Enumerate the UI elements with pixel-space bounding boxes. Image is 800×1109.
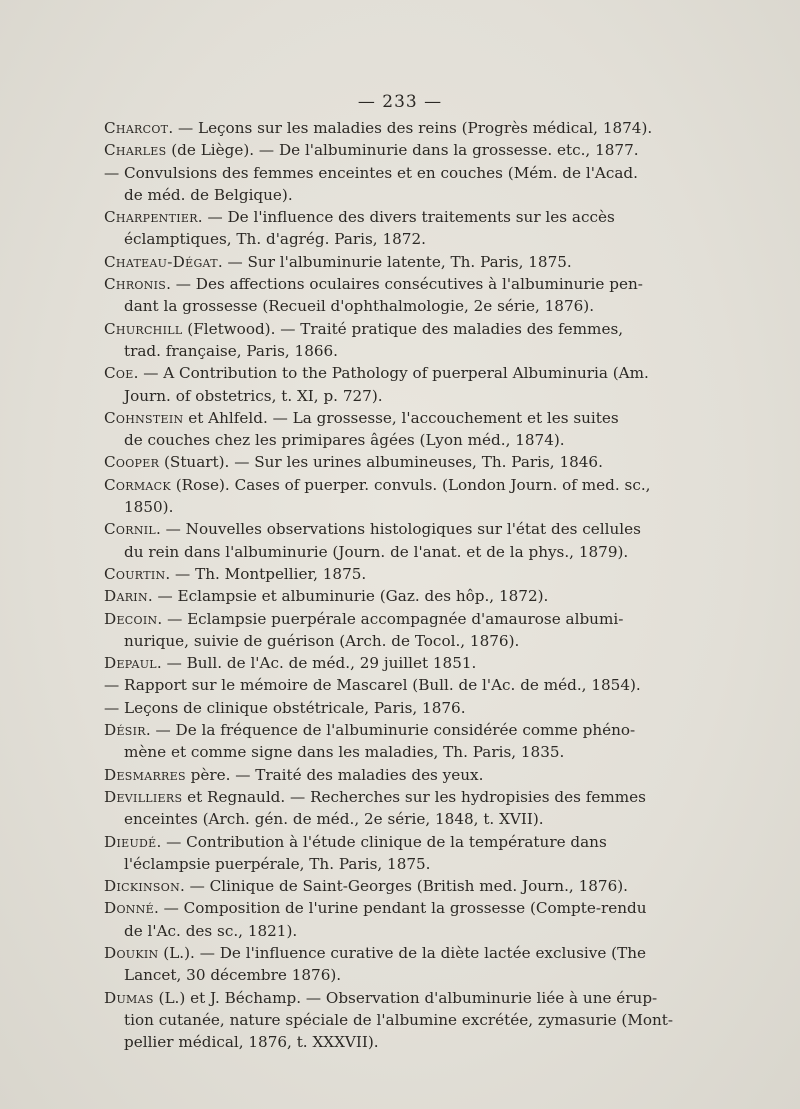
entry-text: . — Bull. de l'Ac. de méd., 29 juillet 1851.: [156, 654, 477, 673]
bibliography-entry: [104, 251, 706, 273]
entry-first-line: [104, 362, 706, 384]
entry-first-line: [104, 875, 706, 897]
entry-first-line: [104, 831, 706, 853]
bibliography-entry: [104, 117, 706, 139]
author-name: Coe: [104, 364, 134, 383]
entry-first-line: [104, 563, 706, 585]
author-name: Désir: [104, 721, 146, 740]
author-name: Decoin: [104, 609, 158, 628]
bibliography-entry: [104, 674, 706, 696]
author-name: Churchill: [104, 319, 183, 338]
entry-first-line: [104, 652, 706, 674]
author-name: Cornil: [104, 520, 156, 539]
entry-first-line: [104, 474, 706, 496]
author-name: Devilliers: [104, 787, 183, 806]
entry-text: . — Des affections oculaires consécutives à l'albuminurie pen-: [166, 275, 643, 294]
entry-text: (de Liège). — De l'albuminurie dans la grossesse. etc., 1877.: [166, 141, 639, 160]
entry-text: . — Leçons sur les maladies des reins (Progrès médical, 1874).: [168, 119, 653, 137]
entry-text: père. — Traité des maladies des yeux.: [185, 765, 484, 784]
bibliography-entry: [104, 608, 706, 653]
entry-first-line: [104, 585, 706, 607]
entry-first-line: [104, 451, 706, 473]
bibliography-entry: [104, 585, 706, 607]
bibliography-entry: [104, 764, 706, 786]
entry-text: . — Nouvelles observations histologiques sur l'état des cellules: [156, 520, 641, 539]
entry-first-line: [104, 251, 706, 273]
entry-text: (Stuart). — Sur les urines albumineuses, Th. Paris, 1846.: [159, 453, 603, 472]
entry-text: et Regnauld. — Recherches sur les hydropisies des femmes: [182, 787, 646, 806]
author-name: Charpentier: [104, 208, 198, 227]
entry-continuation-line: nurique, suivie de guérison (Arch. de Tocol., 1876).: [124, 631, 520, 650]
bibliography-entry: [104, 942, 706, 987]
entry-first-line: [104, 987, 706, 1009]
entry-first-line: [104, 162, 706, 184]
author-name: Chronis: [104, 275, 167, 294]
entry-first-line: [104, 518, 706, 540]
bibliography-entry: [104, 474, 706, 519]
entry-first-line: [104, 318, 706, 340]
bibliography-entry: [104, 318, 706, 363]
author-name: Depaul: [104, 654, 157, 673]
entry-continuation-line: de l'Ac. des sc., 1821).: [124, 921, 298, 940]
entry-text: . — Sur l'albuminurie latente, Th. Paris, 1875.: [217, 252, 572, 271]
author-name: Cohnstein: [104, 408, 184, 427]
entry-continuation-line: du rein dans l'albuminurie (Journ. de l'anat. et de la phys., 1879).: [124, 542, 629, 561]
entry-text: (L.). — De l'influence curative de la diète lactée exclusive (The: [158, 943, 647, 962]
entry-first-line: [104, 206, 706, 228]
entry-continuation-line: Journ. of obstetrics, t. XI, p. 727).: [124, 386, 383, 405]
author-name: Charles: [104, 141, 167, 160]
author-name: Charcot: [104, 119, 169, 137]
entry-text: . — De la fréquence de l'albuminurie considérée comme phéno-: [145, 721, 636, 740]
bibliography-entry: [104, 162, 706, 207]
bibliography-list: [104, 117, 706, 1053]
bibliography-entry: [104, 139, 706, 161]
bibliography-entry: [104, 273, 706, 318]
author-name: Courtin: [104, 564, 166, 583]
bibliography-entry: [104, 719, 706, 764]
entry-continuation-line: dant la grossesse (Recueil d'ophthalmologie, 2e série, 1876).: [124, 297, 595, 316]
entry-continuation-line: pellier médical, 1876, t. XXXVII).: [124, 1033, 379, 1052]
bibliography-entry: [104, 786, 706, 831]
author-name: Cooper: [104, 453, 160, 472]
bibliography-entry: [104, 563, 706, 585]
entry-continuation-line: l'éclampsie puerpérale, Th. Paris, 1875.: [124, 854, 431, 873]
bibliography-entry: [104, 897, 706, 942]
entry-continuation-line: Lancet, 30 décembre 1876).: [124, 966, 342, 985]
entry-first-line: [104, 764, 706, 786]
entry-continuation-line: mène et comme signe dans les maladies, Th. Paris, 1835.: [124, 743, 565, 762]
entry-first-line: [104, 674, 706, 696]
author-name: Darin: [104, 587, 148, 606]
entry-first-line: [104, 697, 706, 719]
entry-first-line: [104, 608, 706, 630]
entry-text: et Ahlfeld. — La grossesse, l'accouchement et les suites: [183, 408, 619, 427]
bibliography-entry: [104, 206, 706, 251]
author-name: Dieudé: [104, 832, 157, 851]
author-name: Desmarres: [104, 765, 186, 784]
entry-first-line: [104, 139, 706, 161]
author-name: Dumas: [104, 988, 154, 1007]
entry-continuation-line: de couches chez les primipares âgées (Lyon méd., 1874).: [124, 431, 565, 450]
entry-continuation-line: tion cutanée, nature spéciale de l'albumine excrétée, zymasurie (Mont-: [124, 1010, 674, 1029]
entry-continuation-line: de méd. de Belgique).: [124, 185, 293, 204]
entry-continuation-line: 1850).: [124, 498, 174, 517]
bibliography-entry: [104, 987, 706, 1054]
entry-text: . — A Contribution to the Pathology of puerperal Albuminuria (Am.: [133, 364, 649, 383]
entry-text: . — De l'influence des divers traitements sur les accès: [197, 208, 615, 227]
entry-text: — Leçons de clinique obstétricale, Paris, 1876.: [104, 698, 466, 717]
entry-text: . — Eclampsie puerpérale accompagnée d'amaurose albumi-: [157, 609, 624, 628]
entry-first-line: [104, 786, 706, 808]
entry-first-line: [104, 942, 706, 964]
entry-text: . — Contribution à l'étude clinique de la température dans: [156, 832, 607, 851]
bibliography-entry: [104, 831, 706, 876]
entry-continuation-line: enceintes (Arch. gén. de méd., 2e série, 1848, t. XVII).: [124, 810, 544, 829]
bibliography-entry: [104, 451, 706, 473]
bibliography-entry: [104, 652, 706, 674]
author-name: Chateau-Dégat: [104, 252, 218, 271]
author-name: Donné: [104, 899, 154, 918]
entry-text: . — Eclampsie et albuminurie (Gaz. des hôp., 1872).: [147, 587, 549, 606]
entry-continuation-line: éclamptiques, Th. d'agrég. Paris, 1872.: [124, 230, 426, 249]
entry-text: (L.) et J. Béchamp. — Observation d'albuminurie liée à une érup-: [153, 988, 658, 1007]
bibliography-entry: [104, 407, 706, 452]
entry-text: . — Clinique de Saint-Georges (British med. Journ., 1876).: [180, 877, 628, 896]
entry-text: (Rose). Cases of puerper. convuls. (London Journ. of med. sc.,: [170, 475, 651, 494]
author-name: Dickinson: [104, 877, 181, 896]
entry-text: — Rapport sur le mémoire de Mascarel (Bull. de l'Ac. de méd., 1854).: [104, 676, 641, 695]
entry-first-line: [104, 719, 706, 741]
bibliography-entry: [104, 362, 706, 407]
bibliography-entry: [104, 518, 706, 563]
entry-text: (Fletwood). — Traité pratique des maladies des femmes,: [182, 319, 624, 338]
entry-first-line: [104, 117, 706, 139]
entry-text: . — Composition de l'urine pendant la grossesse (Compte-rendu: [153, 899, 647, 918]
entry-first-line: [104, 273, 706, 295]
page-number: — 233 —: [357, 92, 443, 112]
author-name: Doukin: [104, 943, 159, 962]
bibliography-entry: [104, 875, 706, 897]
entry-first-line: [104, 407, 706, 429]
entry-first-line: [104, 897, 706, 919]
bibliography-entry: [104, 697, 706, 719]
author-name: Cormack: [104, 475, 171, 494]
entry-text: — Convulsions des femmes enceintes et en couches (Mém. de l'Acad.: [104, 163, 638, 182]
entry-text: . — Th. Montpellier, 1875.: [165, 564, 367, 583]
entry-continuation-line: trad. française, Paris, 1866.: [124, 341, 339, 360]
